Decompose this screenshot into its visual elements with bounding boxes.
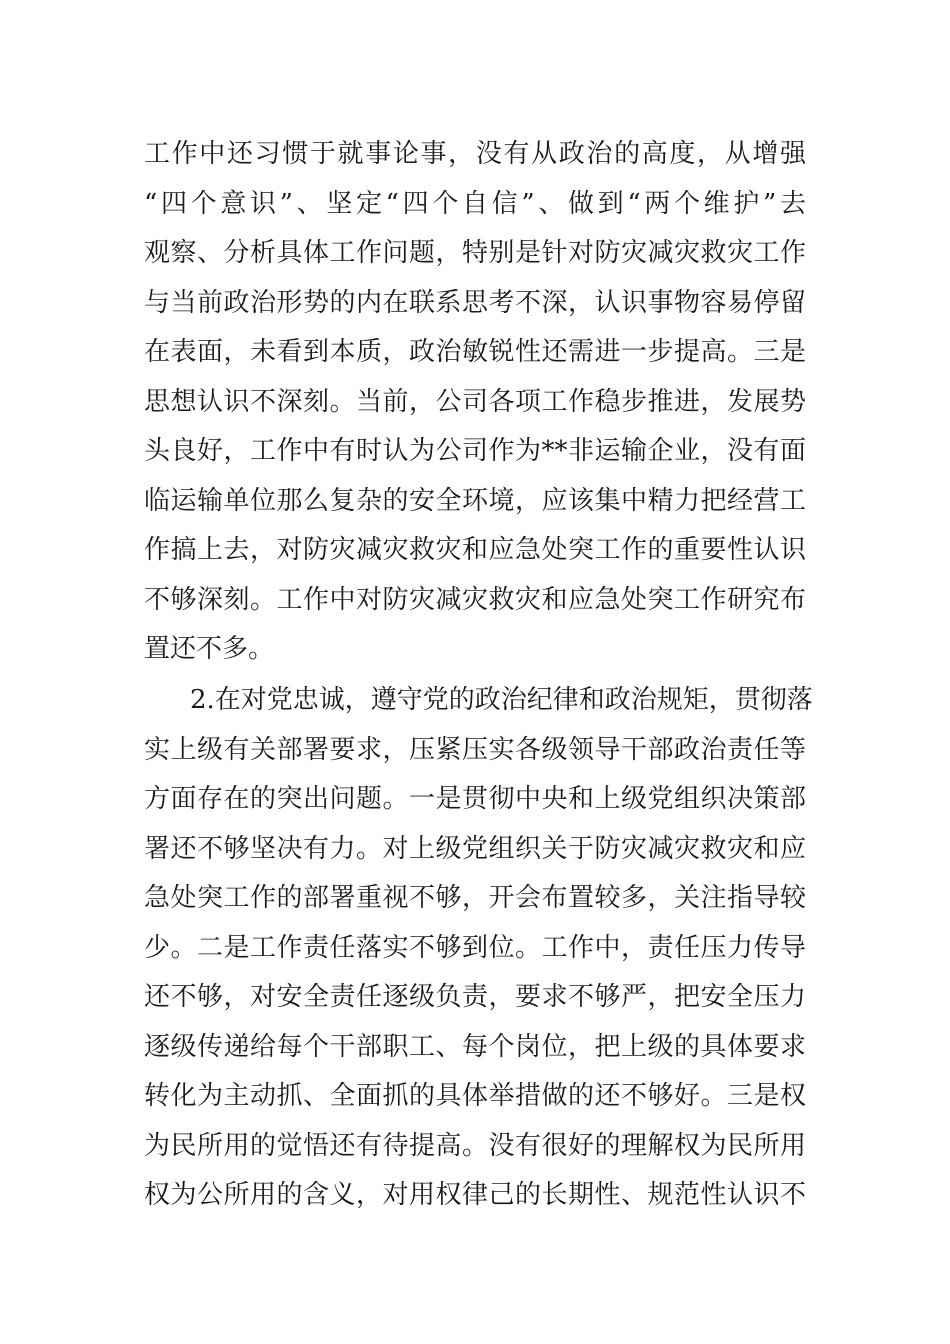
paragraph-1-line: 观察、分析具体工作问题，特别是针对防灾减灾救灾工作 [144,238,806,268]
paragraph-1-line: 临运输单位那么复杂的安全环境，应该集中精力把经营工 [144,485,806,516]
paragraph-1-line: 工作中还习惯于就事论事，没有从政治的高度，从增强 [144,139,806,169]
paragraph-1 [144,130,806,675]
paragraph-2-line: 为民所用的觉悟还有待提高。没有很好的理解权为民所用 [144,1130,806,1161]
paragraph-1-line: “四个意识”、坚定“四个自信”、做到“两个维护”去 [144,188,806,219]
paragraph-2-line: 逐级传递给每个干部职工、每个岗位，把上级的具体要求 [144,1031,806,1062]
paragraph-2-line: 少。二是工作责任落实不够到位。工作中，责任压力传导 [144,932,806,963]
paragraph-2-line: 方面存在的突出问题。一是贯彻中央和上级党组织决策部 [144,784,806,814]
paragraph-1-line: 头良好，工作中有时认为公司作为**非运输企业，没有面 [144,436,806,466]
paragraph-2-line: 还不够，对安全责任逐级负责，要求不够严，把安全压力 [144,982,806,1012]
paragraph-1-line: 置还不多。 [144,634,275,664]
paragraph-1-line: 作搞上去，对防灾减灾救灾和应急处突工作的重要性认识 [144,535,806,565]
paragraph-1-line: 与当前政治形势的内在联系思考不深，认识事物容易停留 [144,287,806,318]
paragraph-2-line: 权为公所用的含义，对用权律己的长期性、规范性认识不 [144,1180,806,1210]
paragraph-2-line: 署还不够坚决有力。对上级党组织关于防灾减灾救灾和应 [144,833,806,864]
paragraph-1-line: 不够深刻。工作中对防灾减灾救灾和应急处突工作研究布 [144,584,806,615]
paragraph-2 [144,676,813,1221]
paragraph-1-line: 思想认识不深刻。当前，公司各项工作稳步推进，发展势 [144,386,806,417]
paragraph-1-line: 在表面，未看到本质，政治敏锐性还需进一步提高。三是 [144,337,806,367]
paragraph-2-line: 2.在对党忠诚，遵守党的政治纪律和政治规矩，贯彻落 [190,685,813,715]
paragraph-2-line: 急处突工作的部署重视不够，开会布置较多，关注指导较 [144,883,806,913]
paragraph-2-line: 转化为主动抓、全面抓的具体举措做的还不够好。三是权 [144,1081,806,1111]
paragraph-2-line: 实上级有关部署要求，压紧压实各级领导干部政治责任等 [144,734,806,765]
